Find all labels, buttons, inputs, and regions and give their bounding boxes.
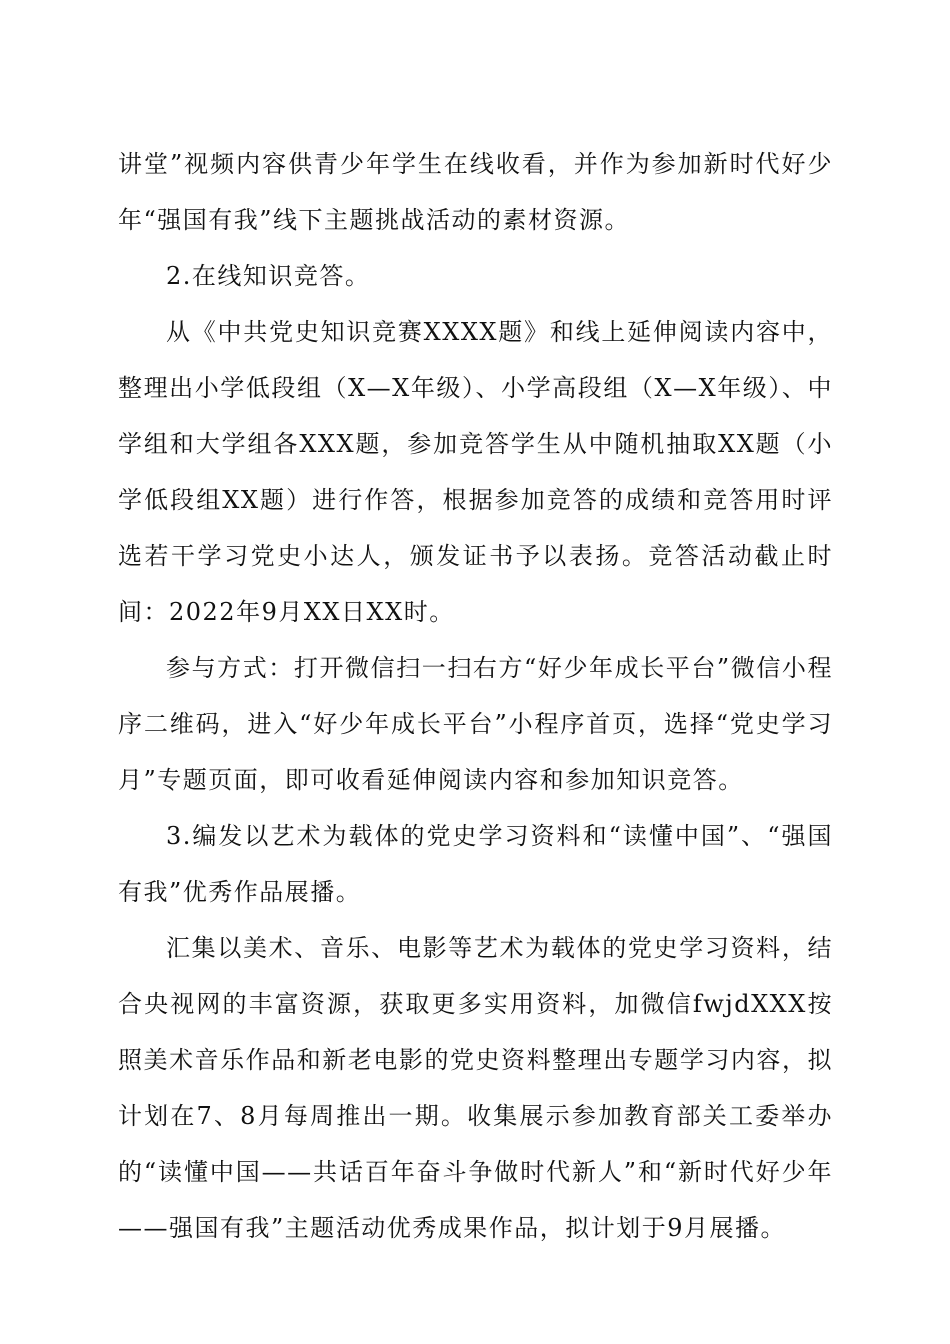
section-heading-art-materials: 3.编发以艺术为载体的党史学习资料和“读懂中国”、“强国有我”优秀作品展播。: [118, 822, 833, 906]
paragraph-quiz-details: 从《中共党史知识竞赛XXXX题》和线上延伸阅读内容中，整理出小学低段组（X—X年级）、小学高段组（X—X年级）、中学组和大学组各XXX题，参加竞答学生从中随机抽取XX题（小学低段组XX题）进行作答，根据参加竞答的成绩和竞答用时评选若干学习党史小达人，颁发证书予以表扬。竞答活动截止时间：2022年9月XX日XX时。: [118, 318, 833, 626]
section-heading-online-quiz: 2.在线知识竞答。: [166, 262, 371, 290]
paragraph-participation-method: 参与方式：打开微信扫一扫右方“好少年成长平台”微信小程序二维码，进入“好少年成长平台”小程序首页，选择“党史学习月”专题页面，即可收看延伸阅读内容和参加知识竞答。: [118, 654, 833, 794]
document-body: [118, 136, 833, 1256]
paragraph-continuation: 讲堂”视频内容供青少年学生在线收看，并作为参加新时代好少年“强国有我”线下主题挑战活动的素材资源。: [118, 150, 833, 234]
paragraph-art-materials: 汇集以美术、音乐、电影等艺术为载体的党史学习资料，结合央视网的丰富资源，获取更多实用资料，加微信fwjdXXX按照美术音乐作品和新老电影的党史资料整理出专题学习内容，拟计划在7、8月每周推出一期。收集展示参加教育部关工委举办的“读懂中国——共话百年奋斗争做时代新人”和“新时代好少年——强国有我”主题活动优秀成果作品，拟计划于9月展播。: [118, 934, 833, 1242]
